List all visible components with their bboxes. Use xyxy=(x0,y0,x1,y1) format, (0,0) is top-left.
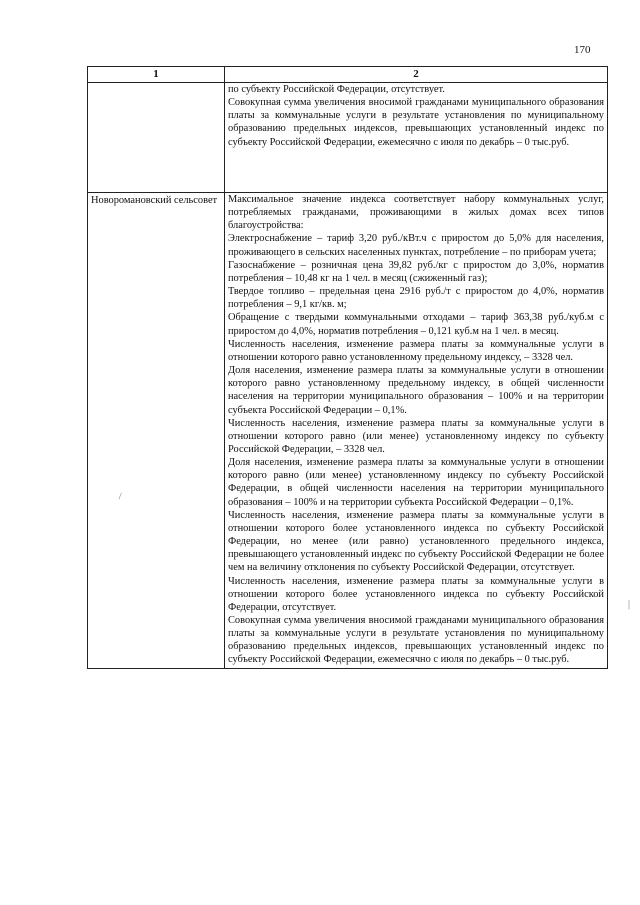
paragraph: Газоснабжение – розничная цена 39,82 руб./кг с приростом до 3,0%, норматив потребления – 10,48 кг на 1 чел. в месяц (сжиженный газ); xyxy=(228,259,604,284)
municipality-cell xyxy=(88,193,225,669)
paragraph: Численность населения, изменение размера платы за коммунальные услуги в отношении которого равно установленному предельному индексу, – 3328 чел. xyxy=(228,338,604,363)
municipality-name xyxy=(91,83,221,84)
document-table xyxy=(87,66,608,669)
table-header-row xyxy=(88,67,608,83)
paragraph: Совокупная сумма увеличения вносимой гражданами муниципального образования платы за коммунальные услуги в результате установления по муниципальному образованию предельных индексов, превышающих установленный индекс по субъекту Российской Федерации, ежемесячно с июля по декабрь – 0 тыс.руб. xyxy=(228,97,604,148)
paragraph: Электроснабжение – тариф 3,20 руб./кВт.ч с приростом до 5,0% для населения, проживающего в сельских населенных пунктах, потребление – по приборам учета; xyxy=(228,233,604,258)
column-header: 2 xyxy=(225,67,608,83)
paragraph: Твердое топливо – предельная цена 2916 руб./т с приростом до 4,0%, норматив потребления – 9,1 кг/кв. м; xyxy=(228,286,604,311)
paragraph: Численность населения, изменение размера платы за коммунальные услуги в отношении которого равно (или менее) установленному индексу по субъекту Российской Федерации, – 3328 чел. xyxy=(228,417,604,455)
paragraph: Совокупная сумма увеличения вносимой гражданами муниципального образования платы за коммунальные услуги в результате установления по муниципальному образованию предельных индексов, превышающих установленный индекс по субъекту Российской Федерации, ежемесячно с июля по декабрь – 0 тыс.руб. xyxy=(228,615,604,666)
paragraph: Численность населения, изменение размера платы за коммунальные услуги в отношении которого более установленного индекса по субъекту Российской Федерации, отсутствует. xyxy=(228,575,604,613)
description-cell xyxy=(225,83,608,193)
scan-mark: \ xyxy=(115,491,125,502)
column-header: 1 xyxy=(88,67,225,83)
table-row xyxy=(88,193,608,669)
municipality-name: Новоромановский сельсовет xyxy=(91,195,218,206)
page-number: 170 xyxy=(574,44,591,56)
paragraph: Доля населения, изменение размера платы за коммунальные услуги в отношении которого равно (или менее) установленному индексу по субъекту Российской Федерации, в общей численности населения на территории муниципального образования – 100% и на территории субъекта Российской Федерации – 0,1%. xyxy=(228,457,604,508)
paragraph: Обращение с твердыми коммунальными отходами – тариф 363,38 руб./куб.м с приростом до 4,0%, норматив потребления – 0,121 куб.м на 1 чел. в месяц. xyxy=(228,312,604,337)
description-cell xyxy=(225,193,608,669)
paragraph: Численность населения, изменение размера платы за коммунальные услуги в отношении которого более установленного индекса по субъекту Российской Федерации, но менее (или равно) установленного предельного индекса, превышающего установленный индекс по субъекту Российской Федерации не более чем на величину отклонения по субъекту Российской Федерации, отсутствует. xyxy=(228,509,604,574)
paragraph: по субъекту Российской Федерации, отсутствует. xyxy=(228,84,445,95)
paragraph: Максимальное значение индекса соответствует набору коммунальных услуг, потребляемых гражданами, проживающими в жилых домах всех типов благоустройства: xyxy=(228,194,604,232)
table-row xyxy=(88,83,608,193)
scan-mark: | xyxy=(628,599,631,610)
paragraph: Доля населения, изменение размера платы за коммунальные услуги в отношении которого равно установленному предельному индексу, в общей численности населения на территории муниципального образования – 100% и на территории субъекта Российской Федерации – 0,1%. xyxy=(228,365,604,416)
municipality-cell xyxy=(88,83,225,193)
